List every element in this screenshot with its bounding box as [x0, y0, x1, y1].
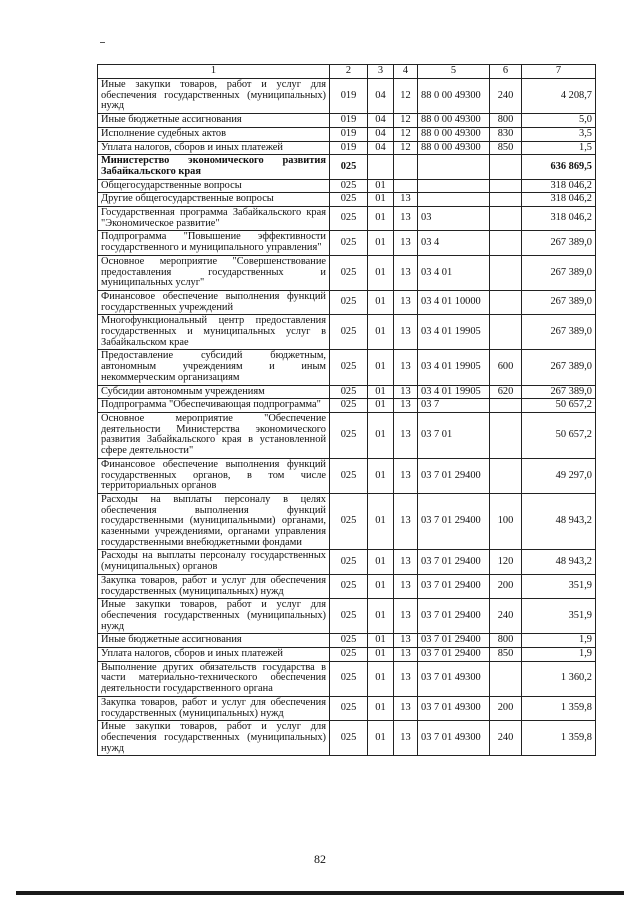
- subsection-code-cell: 13: [394, 385, 418, 399]
- row-name-cell: Исполнение судебных актов: [98, 127, 330, 141]
- subsection-code-cell: [394, 179, 418, 193]
- ministry-code-cell: 019: [330, 114, 368, 128]
- ministry-code-cell: 025: [330, 599, 368, 634]
- expense-type-cell: 240: [490, 721, 522, 756]
- expense-type-cell: 830: [490, 127, 522, 141]
- row-name-cell: Иные закупки товаров, работ и услуг для обеспечения государственных (муниципальных) нужд: [98, 599, 330, 634]
- subsection-code-cell: 13: [394, 315, 418, 350]
- ministry-code-cell: 025: [330, 290, 368, 314]
- column-header-3: 3: [368, 65, 394, 79]
- subsection-code-cell: 12: [394, 79, 418, 114]
- table-row: [98, 255, 596, 290]
- expense-type-cell: 800: [490, 634, 522, 648]
- subsection-code-cell: 13: [394, 412, 418, 458]
- table-row: [98, 721, 596, 756]
- table-row: [98, 114, 596, 128]
- expense-type-cell: [490, 155, 522, 179]
- section-code-cell: 01: [368, 634, 394, 648]
- amount-cell: 318 046,2: [522, 193, 596, 207]
- amount-cell: 1,9: [522, 648, 596, 662]
- expense-type-cell: 200: [490, 574, 522, 598]
- amount-cell: 1,9: [522, 634, 596, 648]
- subsection-code-cell: 12: [394, 127, 418, 141]
- subsection-code-cell: 13: [394, 231, 418, 255]
- section-code-cell: 01: [368, 599, 394, 634]
- target-article-cell: 03 7 01 49300: [418, 696, 490, 720]
- amount-cell: 48 943,2: [522, 493, 596, 550]
- table-row: [98, 599, 596, 634]
- expense-type-cell: [490, 231, 522, 255]
- amount-cell: 267 389,0: [522, 290, 596, 314]
- subsection-code-cell: 13: [394, 290, 418, 314]
- expense-type-cell: 850: [490, 648, 522, 662]
- target-article-cell: 03: [418, 207, 490, 231]
- row-name-cell: Расходы на выплаты персоналу государственных (муниципальных) органов: [98, 550, 330, 574]
- section-code-cell: 01: [368, 290, 394, 314]
- target-article-cell: 03 7: [418, 399, 490, 413]
- target-article-cell: 88 0 00 49300: [418, 79, 490, 114]
- ministry-code-cell: 025: [330, 385, 368, 399]
- target-article-cell: 03 4 01: [418, 255, 490, 290]
- ministry-code-cell: 025: [330, 661, 368, 696]
- row-name-cell: Предоставление субсидий бюджетным, автономным учреждениям и иным некоммерческим организациям: [98, 350, 330, 385]
- ministry-code-cell: 019: [330, 79, 368, 114]
- subsection-code-cell: 13: [394, 458, 418, 493]
- target-article-cell: 03 7 01: [418, 412, 490, 458]
- table-row: [98, 231, 596, 255]
- table-row: [98, 315, 596, 350]
- row-name-cell: Подпрограмма "Повышение эффективности государственного и муниципального управления": [98, 231, 330, 255]
- column-header-6: 6: [490, 65, 522, 79]
- row-name-cell: Министерство экономического развития Забайкальского края: [98, 155, 330, 179]
- target-article-cell: [418, 179, 490, 193]
- table-row: [98, 661, 596, 696]
- ministry-code-cell: 025: [330, 550, 368, 574]
- ministry-code-cell: 025: [330, 193, 368, 207]
- section-code-cell: 01: [368, 315, 394, 350]
- amount-cell: 1 359,8: [522, 696, 596, 720]
- expense-type-cell: [490, 255, 522, 290]
- row-name-cell: Расходы на выплаты персоналу в целях обеспечения выполнения функций государственными (муниципальными) органами, казенными учреждениями, органами управления государственными внебюджетными фондами: [98, 493, 330, 550]
- section-code-cell: 01: [368, 207, 394, 231]
- target-article-cell: 03 7 01 29400: [418, 458, 490, 493]
- table-row: [98, 127, 596, 141]
- table-row: [98, 412, 596, 458]
- amount-cell: 1 360,2: [522, 661, 596, 696]
- amount-cell: 49 297,0: [522, 458, 596, 493]
- ministry-code-cell: 025: [330, 155, 368, 179]
- ministry-code-cell: 025: [330, 648, 368, 662]
- subsection-code-cell: 13: [394, 661, 418, 696]
- header-row: [98, 65, 596, 79]
- expense-type-cell: 240: [490, 79, 522, 114]
- subsection-code-cell: 12: [394, 114, 418, 128]
- section-code-cell: 01: [368, 399, 394, 413]
- section-code-cell: 01: [368, 179, 394, 193]
- row-name-cell: Основное мероприятие "Совершенствование предоставления государственных и муниципальных услуг": [98, 255, 330, 290]
- amount-cell: 3,5: [522, 127, 596, 141]
- amount-cell: 50 657,2: [522, 399, 596, 413]
- expense-type-cell: 850: [490, 141, 522, 155]
- target-article-cell: 03 4 01 19905: [418, 385, 490, 399]
- ministry-code-cell: 025: [330, 231, 368, 255]
- amount-cell: 48 943,2: [522, 550, 596, 574]
- expense-type-cell: [490, 412, 522, 458]
- ministry-code-cell: 025: [330, 207, 368, 231]
- section-code-cell: 04: [368, 127, 394, 141]
- page-bottom-rule: [16, 891, 624, 895]
- table-row: [98, 634, 596, 648]
- target-article-cell: 03 7 01 29400: [418, 574, 490, 598]
- page-number: 82: [314, 852, 326, 866]
- subsection-code-cell: [394, 155, 418, 179]
- table-row: [98, 574, 596, 598]
- table-row: [98, 493, 596, 550]
- target-article-cell: 03 7 01 29400: [418, 648, 490, 662]
- subsection-code-cell: 13: [394, 550, 418, 574]
- table-row: [98, 458, 596, 493]
- expense-type-cell: 800: [490, 114, 522, 128]
- table-row: [98, 155, 596, 179]
- subsection-code-cell: 13: [394, 193, 418, 207]
- target-article-cell: 03 4 01 19905: [418, 315, 490, 350]
- expense-type-cell: 240: [490, 599, 522, 634]
- section-code-cell: 01: [368, 193, 394, 207]
- section-code-cell: 01: [368, 385, 394, 399]
- section-code-cell: [368, 155, 394, 179]
- amount-cell: 5,0: [522, 114, 596, 128]
- target-article-cell: [418, 193, 490, 207]
- expense-type-cell: 600: [490, 350, 522, 385]
- section-code-cell: 01: [368, 648, 394, 662]
- expense-type-cell: [490, 179, 522, 193]
- table-header: [98, 65, 596, 79]
- amount-cell: 318 046,2: [522, 207, 596, 231]
- column-header-2: 2: [330, 65, 368, 79]
- subsection-code-cell: 13: [394, 721, 418, 756]
- row-name-cell: Субсидии автономным учреждениям: [98, 385, 330, 399]
- row-name-cell: Иные бюджетные ассигнования: [98, 634, 330, 648]
- subsection-code-cell: 13: [394, 207, 418, 231]
- amount-cell: 351,9: [522, 599, 596, 634]
- section-code-cell: 01: [368, 550, 394, 574]
- section-code-cell: 01: [368, 721, 394, 756]
- row-name-cell: Многофункциональный центр предоставления государственных и муниципальных услуг в Забайкальском крае: [98, 315, 330, 350]
- target-article-cell: 03 7 01 29400: [418, 599, 490, 634]
- subsection-code-cell: 13: [394, 255, 418, 290]
- table-row: [98, 79, 596, 114]
- target-article-cell: 03 7 01 49300: [418, 721, 490, 756]
- table-body: [98, 79, 596, 756]
- row-name-cell: Подпрограмма "Обеспечивающая подпрограмма": [98, 399, 330, 413]
- ministry-code-cell: 025: [330, 458, 368, 493]
- row-name-cell: Выполнение других обязательств государства в части материально-технического обеспечения деятельности государственного органа: [98, 661, 330, 696]
- target-article-cell: 03 4: [418, 231, 490, 255]
- section-code-cell: 01: [368, 231, 394, 255]
- expense-type-cell: 620: [490, 385, 522, 399]
- section-code-cell: 01: [368, 661, 394, 696]
- subsection-code-cell: 12: [394, 141, 418, 155]
- ministry-code-cell: 025: [330, 574, 368, 598]
- amount-cell: 351,9: [522, 574, 596, 598]
- row-name-cell: Финансовое обеспечение выполнения функций государственных учреждений: [98, 290, 330, 314]
- ministry-code-cell: 025: [330, 315, 368, 350]
- section-code-cell: 04: [368, 79, 394, 114]
- ministry-code-cell: 025: [330, 721, 368, 756]
- subsection-code-cell: 13: [394, 696, 418, 720]
- section-code-cell: 01: [368, 350, 394, 385]
- row-name-cell: Другие общегосударственные вопросы: [98, 193, 330, 207]
- table-row: [98, 350, 596, 385]
- scan-mark: [100, 42, 105, 43]
- subsection-code-cell: 13: [394, 574, 418, 598]
- amount-cell: 267 389,0: [522, 350, 596, 385]
- row-name-cell: Иные бюджетные ассигнования: [98, 114, 330, 128]
- row-name-cell: Уплата налогов, сборов и иных платежей: [98, 648, 330, 662]
- table-row: [98, 141, 596, 155]
- amount-cell: 636 869,5: [522, 155, 596, 179]
- amount-cell: 1 359,8: [522, 721, 596, 756]
- amount-cell: 267 389,0: [522, 385, 596, 399]
- expense-type-cell: [490, 661, 522, 696]
- subsection-code-cell: 13: [394, 634, 418, 648]
- expense-type-cell: [490, 207, 522, 231]
- target-article-cell: 03 7 01 29400: [418, 550, 490, 574]
- section-code-cell: 01: [368, 493, 394, 550]
- column-header-1: 1: [98, 65, 330, 79]
- expense-type-cell: 120: [490, 550, 522, 574]
- section-code-cell: 04: [368, 114, 394, 128]
- table-row: [98, 179, 596, 193]
- section-code-cell: 01: [368, 696, 394, 720]
- row-name-cell: Уплата налогов, сборов и иных платежей: [98, 141, 330, 155]
- target-article-cell: 03 4 01 10000: [418, 290, 490, 314]
- expense-type-cell: 200: [490, 696, 522, 720]
- table-row: [98, 290, 596, 314]
- ministry-code-cell: 019: [330, 127, 368, 141]
- section-code-cell: 01: [368, 458, 394, 493]
- column-header-5: 5: [418, 65, 490, 79]
- subsection-code-cell: 13: [394, 350, 418, 385]
- table-row: [98, 550, 596, 574]
- amount-cell: 1,5: [522, 141, 596, 155]
- column-header-7: 7: [522, 65, 596, 79]
- amount-cell: 318 046,2: [522, 179, 596, 193]
- section-code-cell: 01: [368, 255, 394, 290]
- row-name-cell: Иные закупки товаров, работ и услуг для обеспечения государственных (муниципальных) нужд: [98, 79, 330, 114]
- row-name-cell: Общегосударственные вопросы: [98, 179, 330, 193]
- budget-table: [97, 64, 596, 756]
- amount-cell: 50 657,2: [522, 412, 596, 458]
- target-article-cell: 88 0 00 49300: [418, 141, 490, 155]
- target-article-cell: 88 0 00 49300: [418, 114, 490, 128]
- table-row: [98, 696, 596, 720]
- ministry-code-cell: 019: [330, 141, 368, 155]
- ministry-code-cell: 025: [330, 255, 368, 290]
- table-row: [98, 193, 596, 207]
- target-article-cell: 03 4 01 19905: [418, 350, 490, 385]
- expense-type-cell: [490, 458, 522, 493]
- expense-type-cell: [490, 290, 522, 314]
- section-code-cell: 01: [368, 412, 394, 458]
- row-name-cell: Основное мероприятие "Обеспечение деятельности Министерства экономического развития Забайкальского края в установленной сфере деятельности": [98, 412, 330, 458]
- target-article-cell: 88 0 00 49300: [418, 127, 490, 141]
- ministry-code-cell: 025: [330, 634, 368, 648]
- row-name-cell: Финансовое обеспечение выполнения функций государственных органов, в том числе территориальных органов: [98, 458, 330, 493]
- amount-cell: 267 389,0: [522, 231, 596, 255]
- amount-cell: 4 208,7: [522, 79, 596, 114]
- table-row: [98, 385, 596, 399]
- expense-type-cell: [490, 193, 522, 207]
- ministry-code-cell: 025: [330, 696, 368, 720]
- section-code-cell: 04: [368, 141, 394, 155]
- row-name-cell: Закупка товаров, работ и услуг для обеспечения государственных (муниципальных) нужд: [98, 574, 330, 598]
- subsection-code-cell: 13: [394, 648, 418, 662]
- table-row: [98, 207, 596, 231]
- ministry-code-cell: 025: [330, 350, 368, 385]
- subsection-code-cell: 13: [394, 399, 418, 413]
- ministry-code-cell: 025: [330, 412, 368, 458]
- subsection-code-cell: 13: [394, 599, 418, 634]
- column-header-4: 4: [394, 65, 418, 79]
- amount-cell: 267 389,0: [522, 255, 596, 290]
- row-name-cell: Иные закупки товаров, работ и услуг для обеспечения государственных (муниципальных) нужд: [98, 721, 330, 756]
- expense-type-cell: 100: [490, 493, 522, 550]
- ministry-code-cell: 025: [330, 399, 368, 413]
- expense-type-cell: [490, 399, 522, 413]
- target-article-cell: 03 7 01 29400: [418, 493, 490, 550]
- expense-type-cell: [490, 315, 522, 350]
- section-code-cell: 01: [368, 574, 394, 598]
- row-name-cell: Закупка товаров, работ и услуг для обеспечения государственных (муниципальных) нужд: [98, 696, 330, 720]
- target-article-cell: 03 7 01 29400: [418, 634, 490, 648]
- target-article-cell: 03 7 01 49300: [418, 661, 490, 696]
- table-row: [98, 648, 596, 662]
- table-row: [98, 399, 596, 413]
- row-name-cell: Государственная программа Забайкальского края "Экономическое развитие": [98, 207, 330, 231]
- amount-cell: 267 389,0: [522, 315, 596, 350]
- ministry-code-cell: 025: [330, 179, 368, 193]
- subsection-code-cell: 13: [394, 493, 418, 550]
- target-article-cell: [418, 155, 490, 179]
- ministry-code-cell: 025: [330, 493, 368, 550]
